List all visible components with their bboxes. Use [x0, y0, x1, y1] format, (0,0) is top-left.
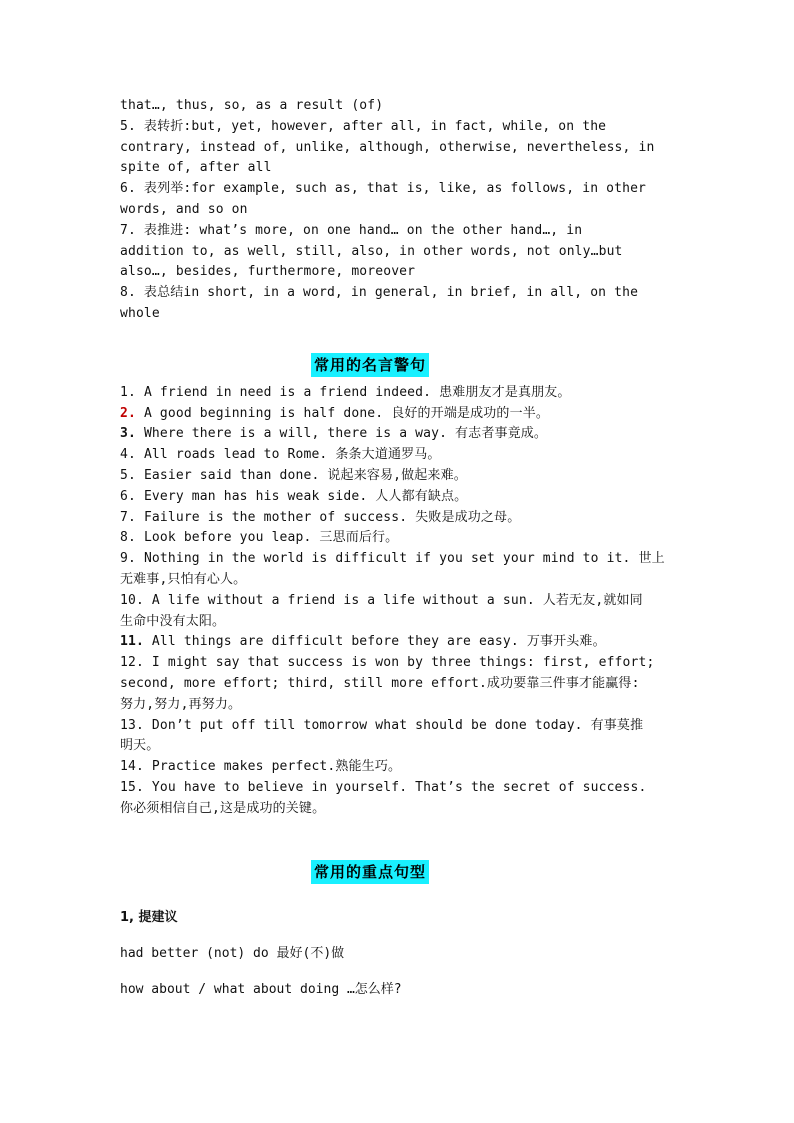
quotes-heading: 常用的名言警句: [311, 353, 429, 377]
quote-item: [120, 466, 680, 487]
quote-number: 6.: [120, 488, 136, 504]
quote-item-continued: [120, 799, 680, 820]
quote-number: 12.: [120, 655, 144, 671]
connectives-line: whole: [120, 305, 160, 321]
quote-number: 7.: [120, 509, 136, 525]
connectives-line: also…, besides, furthermore, moreover: [120, 264, 416, 280]
quote-text: Look before you leap. 三思而后行。: [135, 530, 399, 546]
connectives-line: 5. 表转折:but, yet, however, after all, in fact, while, on the: [120, 118, 607, 134]
connectives-list: [120, 96, 680, 325]
connectives-line: words, and so on: [120, 201, 248, 217]
quote-text: Failure is the mother of success. 失败是成功之母。: [135, 509, 521, 525]
quotes-list: [120, 383, 680, 820]
quote-number: 2.: [120, 405, 136, 421]
pattern-line: how about / what about doing …怎么样?: [120, 981, 402, 997]
quote-text: All roads lead to Rome. 条条大道通罗马。: [135, 447, 441, 463]
quote-item: [120, 508, 680, 529]
quote-text: Every man has his weak side. 人人都有缺点。: [135, 488, 468, 504]
quote-item: [120, 445, 680, 466]
quote-number: 10.: [120, 592, 144, 608]
quote-item: [120, 404, 680, 425]
quote-text: A life without a friend is a life without a sun. 人若无友,就如同: [143, 592, 643, 608]
quote-item: [120, 528, 680, 549]
quotes-heading-wrap: [60, 353, 680, 377]
connectives-line: 7. 表推进: what’s more, on one hand… on the other hand…, in: [120, 222, 583, 238]
quote-number: 8.: [120, 530, 136, 546]
quote-text: Nothing in the world is difficult if you set your mind to it. 世上: [135, 551, 665, 567]
quote-item: [120, 487, 680, 508]
quote-item: [120, 424, 680, 445]
quote-text: 努力,努力,再努力。: [120, 696, 242, 712]
patterns-heading-wrap: [60, 860, 680, 884]
quote-text: All things are difficult before they are easy. 万事开头难。: [143, 634, 606, 650]
connectives-line: 8. 表总结in short, in a word, in general, in brief, in all, on the: [120, 285, 639, 301]
quote-text: 生命中没有太阳。: [120, 613, 226, 629]
connectives-line: that…, thus, so, as a result (of): [120, 98, 384, 113]
quote-number: 15.: [120, 779, 144, 795]
quote-text: second, more effort; third, still more effort.成功要靠三件事才能赢得:: [120, 675, 640, 691]
quote-text: Where there is a will, there is a way. 有志者事竟成。: [135, 426, 548, 442]
quote-item-continued: [120, 674, 680, 695]
quote-number: 1.: [120, 384, 136, 400]
quote-number: 11.: [120, 634, 144, 650]
quote-item: [120, 757, 680, 778]
quote-number: 14.: [120, 759, 144, 775]
quote-number: 5.: [120, 467, 136, 483]
connectives-line: contrary, instead of, unlike, although, otherwise, nevertheless, in: [120, 139, 655, 155]
quote-text: 你必须相信自己,这是成功的关键。: [120, 800, 326, 816]
quote-item-continued: [120, 736, 680, 757]
pattern-line: had better (not) do 最好(不)做: [120, 945, 345, 961]
quote-text: Practice makes perfect.熟能生巧。: [143, 759, 402, 775]
quote-item: [120, 653, 680, 674]
quote-text: A good beginning is half done. 良好的开端是成功的一半。: [135, 405, 550, 421]
quote-item: [120, 591, 680, 612]
quote-text: 明天。: [120, 738, 160, 754]
quote-item: [120, 778, 680, 799]
quote-item: [120, 632, 680, 653]
quote-text: Easier said than done. 说起来容易,做起来难。: [135, 467, 467, 483]
quote-item-continued: [120, 612, 680, 633]
quote-text: I might say that success is won by three things: first, effort;: [143, 655, 655, 671]
quote-item: [120, 549, 680, 570]
quote-text: 无难事,只怕有心人。: [120, 571, 247, 587]
quote-item: [120, 716, 680, 737]
quote-text: Don’t put off till tomorrow what should be done today. 有事莫推: [143, 717, 644, 733]
quote-number: 3.: [120, 426, 136, 442]
connectives-line: 6. 表列举:for example, such as, that is, like, as follows, in other: [120, 181, 647, 197]
quote-text: You have to believe in yourself. That’s the secret of success.: [143, 779, 647, 795]
quote-item-continued: [120, 695, 680, 716]
quote-number: 9.: [120, 551, 136, 567]
patterns-heading: 常用的重点句型: [311, 860, 429, 884]
page-content: [120, 96, 680, 1000]
connectives-line: addition to, as well, still, also, in other words, not only…but: [120, 243, 623, 259]
connectives-line: spite of, after all: [120, 160, 272, 176]
quote-item: [120, 383, 680, 404]
quote-number: 4.: [120, 447, 136, 463]
quote-item-continued: [120, 570, 680, 591]
patterns-subheading: 1, 提建议: [120, 909, 178, 925]
quote-number: 13.: [120, 717, 144, 733]
quote-text: A friend in need is a friend indeed. 患难朋友才是真朋友。: [135, 384, 571, 400]
